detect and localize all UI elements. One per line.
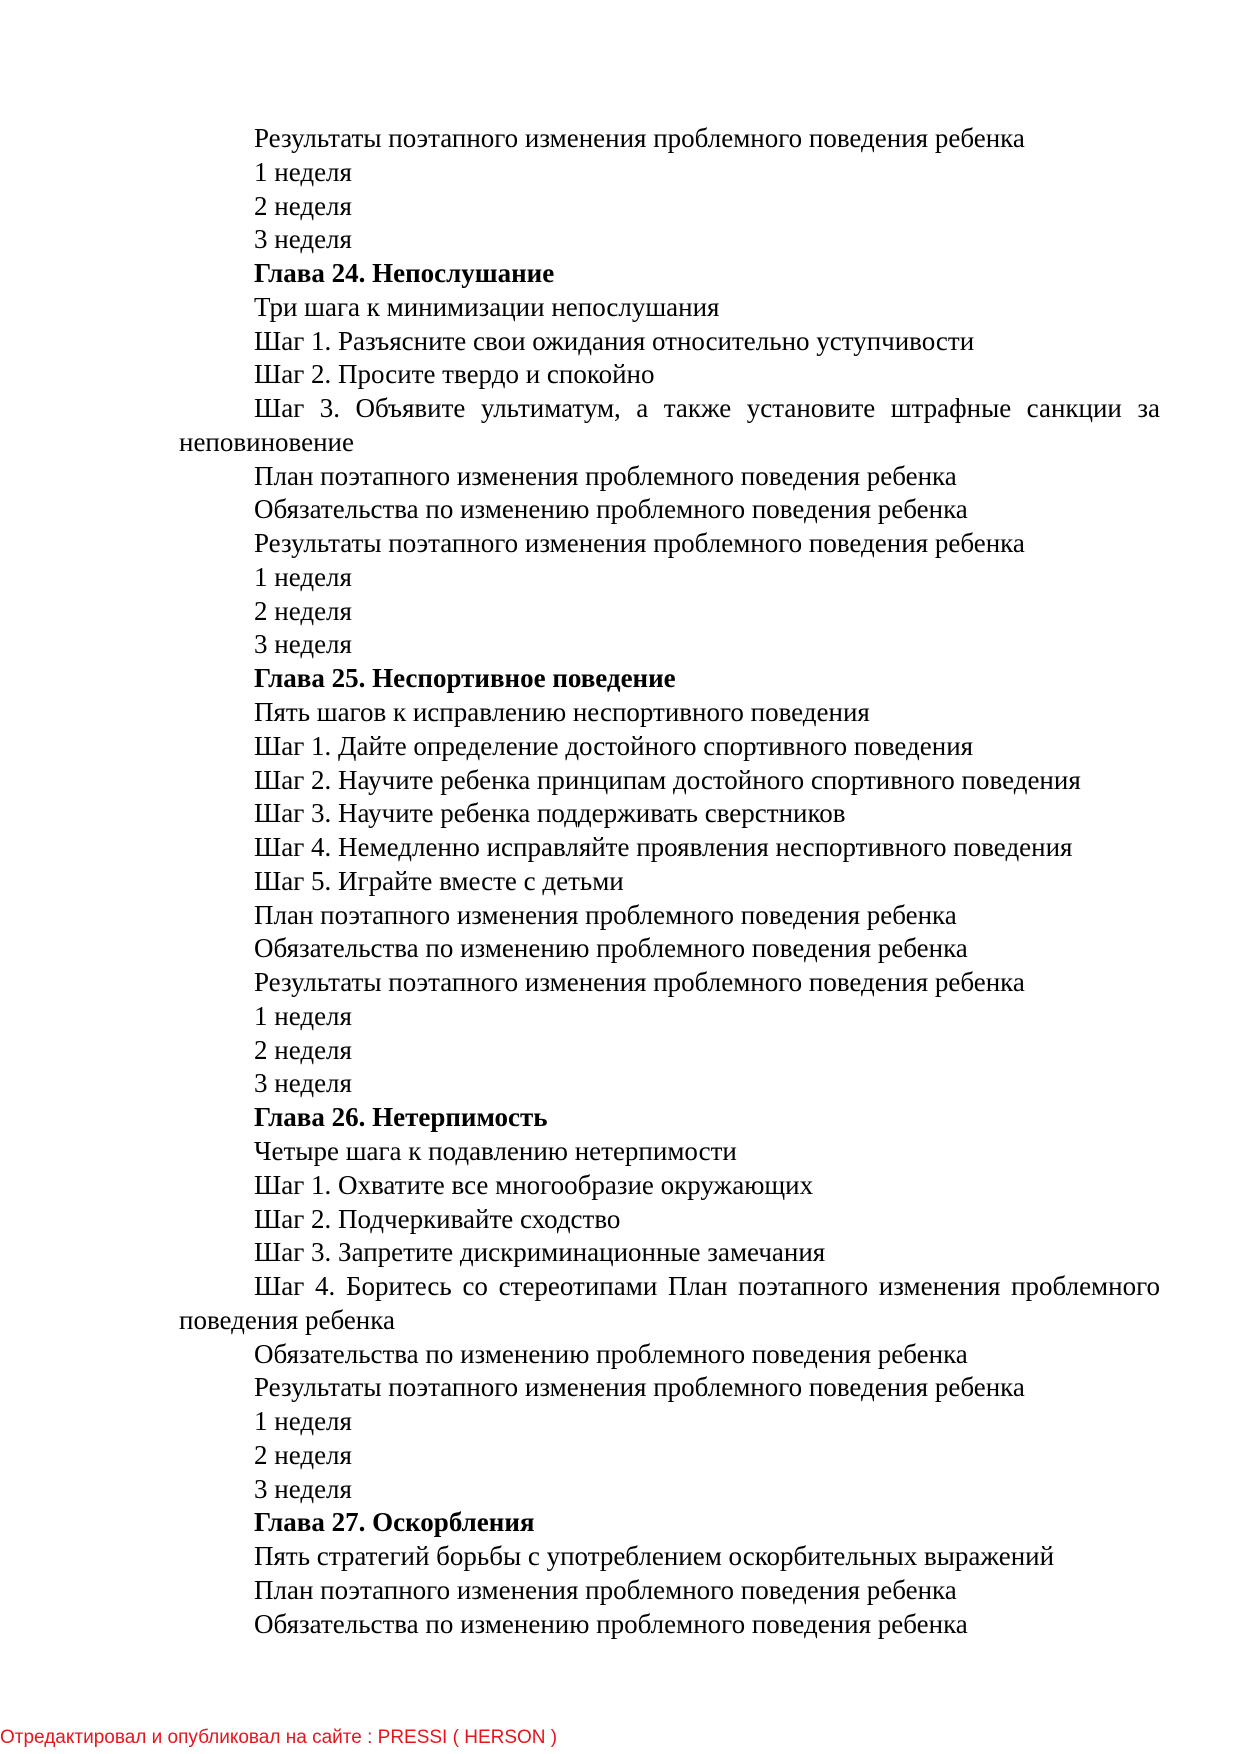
text-line: Обязательства по изменению проблемного поведения ребенка — [254, 1608, 968, 1639]
text-line: Шаг 1. Разъясните свои ожидания относительно уступчивости — [254, 325, 975, 356]
text-line: Шаг 3. Запретите дискриминационные замечания — [254, 1237, 826, 1268]
text-line: Пять шагов к исправлению неспортивного поведения — [254, 697, 870, 728]
text-line: Результаты поэтапного изменения проблемного поведения ребенка — [254, 967, 1025, 998]
chapter-heading: Глава 26. Нетерпимость — [254, 1102, 548, 1133]
text-line: Шаг 5. Играйте вместе с детьми — [254, 865, 624, 896]
text-line: Обязательства по изменению проблемного поведения ребенка — [254, 494, 968, 525]
text-line: Шаг 2. Подчеркивайте сходство — [254, 1203, 621, 1234]
text-line: Три шага к минимизации непослушания — [254, 291, 720, 322]
document-body — [179, 122, 1160, 1641]
text-line: План поэтапного изменения проблемного поведения ребенка — [254, 1574, 957, 1605]
text-line: Шаг 4. Немедленно исправляйте проявления неспортивного поведения — [254, 832, 1073, 863]
text-line: 1 неделя — [254, 156, 352, 187]
text-line: 1 неделя — [254, 1406, 352, 1437]
chapter-heading: Глава 25. Неспортивное поведение — [254, 663, 676, 694]
text-line: Шаг 2. Просите твердо и спокойно — [254, 359, 655, 390]
text-line: Шаг 2. Научите ребенка принципам достойного спортивного поведения — [254, 764, 1081, 795]
text-line: Шаг 1. Дайте определение достойного спортивного поведения — [254, 730, 974, 761]
text-line: Пять стратегий борьбы с употреблением оскорбительных выражений — [254, 1541, 1055, 1572]
text-line: Шаг 1. Охватите все многообразие окружающих — [254, 1169, 814, 1200]
text-line: Обязательства по изменению проблемного поведения ребенка — [254, 1338, 968, 1369]
text-line: Результаты поэтапного изменения проблемного поведения ребенка — [254, 123, 1025, 153]
chapter-heading: Глава 27. Оскорбления — [254, 1507, 535, 1538]
chapter-heading: Глава 24. Непослушание — [254, 258, 555, 289]
text-line: 3 неделя — [254, 629, 352, 660]
text-line: 3 неделя — [254, 224, 352, 255]
text-line: 1 неделя — [254, 1000, 352, 1031]
text-line: 2 неделя — [254, 595, 352, 626]
text-line: 3 неделя — [254, 1473, 352, 1504]
text-line: 2 неделя — [254, 1034, 352, 1065]
text-line: 3 неделя — [254, 1068, 352, 1099]
text-line: Результаты поэтапного изменения проблемного поведения ребенка — [254, 1372, 1025, 1403]
text-line: 2 неделя — [254, 190, 352, 221]
text-line: Шаг 3. Объявите ультиматум, а также установите штрафные санкции за неповиновение — [179, 393, 1160, 457]
text-line: 1 неделя — [254, 561, 352, 592]
text-line: План поэтапного изменения проблемного поведения ребенка — [254, 899, 957, 930]
text-line: Четыре шага к подавлению нетерпимости — [254, 1135, 737, 1166]
text-line: 2 неделя — [254, 1439, 352, 1470]
text-line: Шаг 3. Научите ребенка поддерживать сверстников — [254, 798, 846, 829]
text-line: Шаг 4. Боритесь со стереотипами План поэтапного изменения проблемного поведения ребенка — [179, 1271, 1160, 1335]
text-line: Результаты поэтапного изменения проблемного поведения ребенка — [254, 528, 1025, 559]
text-line: План поэтапного изменения проблемного поведения ребенка — [254, 460, 957, 491]
footer-credit: Отредактировал и опубликовал на сайте : PRESSI ( HERSON ) — [0, 1727, 558, 1748]
text-line: Обязательства по изменению проблемного поведения ребенка — [254, 933, 968, 964]
